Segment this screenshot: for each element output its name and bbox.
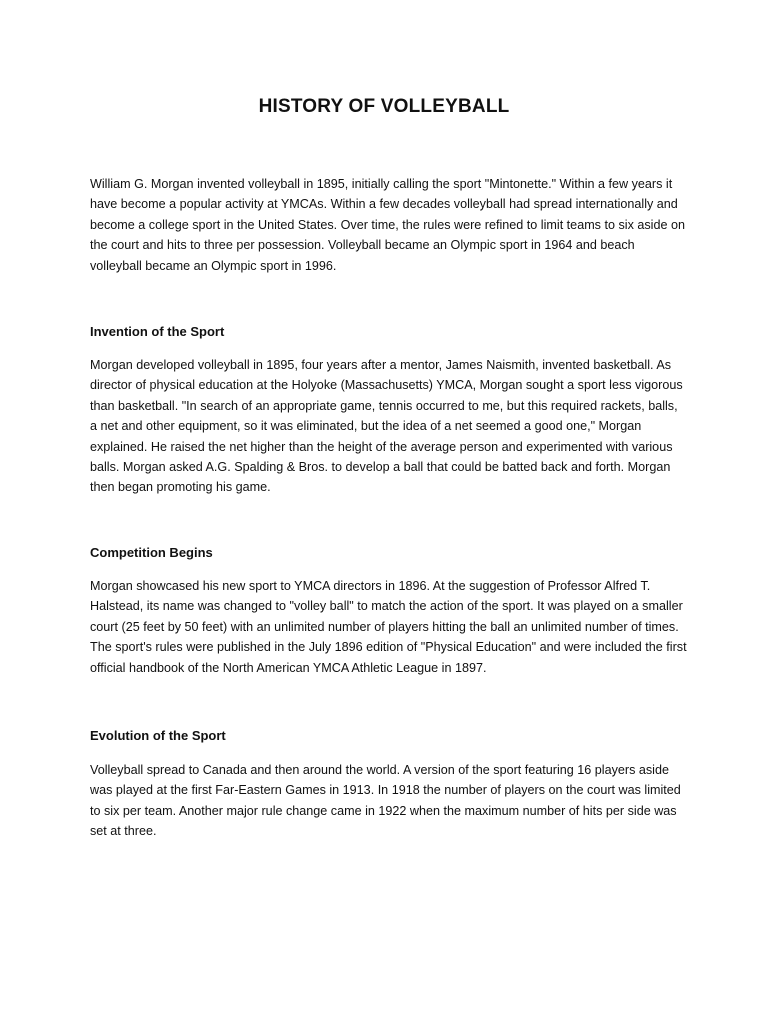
document-title: HISTORY OF VOLLEYBALL [258,96,510,117]
section-heading-evolution: Evolution of the Sport [90,728,226,743]
section-body-invention: Morgan developed volleyball in 1895, four years after a mentor, James Naismith, invented basketball. As director of physical education at the Holyoke (Massachusetts) YMCA, Morgan sought a sport less vigorous than basketball. "In search of an appropriate game, tennis occurred to me, but this required rackets, balls, a net and other equipment, so it was eliminated, but the idea of a net seemed a good one," Morgan explained. He raised the net higher than the height of the average person and experimented with various balls. Morgan asked A.G. Spalding & Bros. to develop a ball that could be batted back and forth. Morgan then began promoting his game. [90,358,683,495]
section-body-evolution: Volleyball spread to Canada and then around the world. A version of the sport featuring 16 players aside was played at the first Far-Eastern Games in 1913. In 1918 the number of players on the court was limited to six per team. Another major rule change came in 1922 when the maximum number of hits per side was set at three. [90,763,681,839]
section-heading-competition: Competition Begins [90,545,213,560]
section-body-competition: Morgan showcased his new sport to YMCA directors in 1896. At the suggestion of Professor Alfred T. Halstead, its name was changed to "volley ball" to match the action of the sport. It was played on a smaller court (25 feet by 50 feet) with an unlimited number of players hitting the ball an unlimited number of times. The sport's rules were published in the July 1896 edition of "Physical Education" and were included the first official handbook of the North American YMCA Athletic League in 1897. [90,579,687,675]
intro-paragraph: William G. Morgan invented volleyball in 1895, initially calling the sport "Mintonette." Within a few years it have become a popular activity at YMCAs. Within a few decades volleyball had spread internationally and become a college sport in the United States. Over time, the rules were refined to limit teams to six aside on the court and hits to three per possession. Volleyball became an Olympic sport in 1964 and beach volleyball became an Olympic sport in 1996. [90,177,685,273]
section-heading-invention: Invention of the Sport [90,324,225,339]
